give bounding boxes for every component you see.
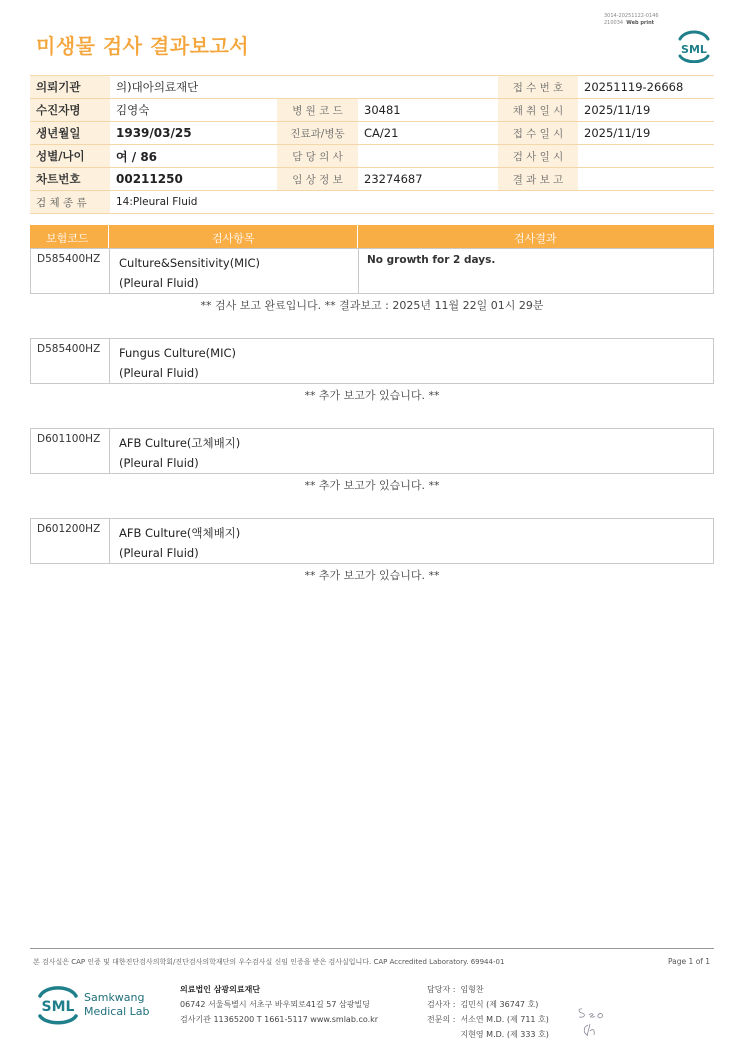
footer-logo-mark: SML xyxy=(41,999,75,1015)
sml-logo-icon xyxy=(675,27,713,63)
doc-id-line1: 3014-20251122-0146 xyxy=(604,13,659,19)
test-item-specimen: (Pleural Fluid) xyxy=(119,366,199,380)
test-item-specimen: (Pleural Fluid) xyxy=(119,546,199,560)
test-item-specimen: (Pleural Fluid) xyxy=(119,456,199,470)
document-id xyxy=(604,13,659,27)
specimen-label: 검 체 종 류 xyxy=(30,191,110,214)
hospital-code-label: 병 원 코 드 xyxy=(277,99,358,122)
organization-address: 06742 서울특별시 서초구 바우뫼로41길 57 삼광빌딩 xyxy=(180,1000,370,1009)
column-divider xyxy=(109,519,110,563)
organization-name: 의료법인 삼광의료재단 xyxy=(180,985,261,994)
test-item xyxy=(119,523,240,563)
doc-id-line2: 210034 xyxy=(604,20,624,26)
chart-no-value: 00211250 xyxy=(110,168,277,191)
column-divider xyxy=(357,225,358,248)
receipt-no-label: 접 수 번 호 xyxy=(498,76,578,99)
certification-text: 본 검사실은 CAP 인증 및 대한진단검사의학회/진단검사의학재단의 우수검사실 신임 인증을 받은 검사실입니다. CAP Accredited Laboratory. 69944-01 xyxy=(33,958,505,966)
doctor-label: 담 당 의 사 xyxy=(277,145,358,168)
department-label: 진료과/병동 xyxy=(277,122,358,145)
test-item-specimen: (Pleural Fluid) xyxy=(119,276,199,290)
birth-date-value: 1939/03/25 xyxy=(110,122,277,145)
test-date-label: 검 사 일 시 xyxy=(498,145,578,168)
result-block xyxy=(30,518,714,564)
item-column-header: 검사항목 xyxy=(212,232,255,245)
clinical-info-label: 임 상 정 보 xyxy=(277,168,358,191)
footer-logo-name-1: Samkwang xyxy=(84,991,145,1004)
department-value: CA/21 xyxy=(358,122,498,145)
specialist-name-2: 지현영 M.D. (제 333 호) xyxy=(460,1030,549,1039)
report-label: 결 과 보 고 xyxy=(498,168,578,191)
report-status-note: ** 추가 보고가 있습니다. ** xyxy=(304,479,440,492)
report-status-note: ** 추가 보고가 있습니다. ** xyxy=(304,389,440,402)
info-row xyxy=(30,191,714,214)
info-row xyxy=(30,145,714,168)
test-result: No growth for 2 days. xyxy=(367,254,496,266)
top-logo-text: SML xyxy=(681,43,707,56)
signature-mark xyxy=(580,1022,602,1038)
result-column-header: 검사결과 xyxy=(514,232,557,245)
patient-info-table xyxy=(30,75,714,214)
organization-info xyxy=(180,982,378,1027)
test-item xyxy=(119,343,236,383)
code-column-header: 보험코드 xyxy=(46,232,89,245)
result-block xyxy=(30,428,714,474)
footer-divider xyxy=(30,948,714,949)
test-item-name: AFB Culture(고체배지) xyxy=(119,436,241,450)
footer-logo-name-2: Medical Lab xyxy=(84,1005,150,1018)
column-divider xyxy=(108,225,109,248)
staff-list xyxy=(427,982,549,1042)
birth-date-label: 생년월일 xyxy=(30,122,110,145)
tester-label: 검사자 : xyxy=(427,1000,456,1009)
report-value xyxy=(578,168,714,191)
receipt-no-value: 20251119-26668 xyxy=(578,76,714,99)
sex-age-value: 여 / 86 xyxy=(110,145,277,168)
column-divider xyxy=(109,249,110,293)
column-divider xyxy=(109,339,110,383)
info-row xyxy=(30,76,714,99)
test-item xyxy=(119,253,260,293)
result-block xyxy=(30,338,714,384)
specialist-name-1: 서소연 M.D. (제 711 호) xyxy=(460,1015,549,1024)
patient-name-label: 수진자명 xyxy=(30,99,110,122)
specimen-value: 14:Pleural Fluid xyxy=(110,191,714,214)
insurance-code: D601100HZ xyxy=(37,433,101,445)
manager-label: 담당자 : xyxy=(427,985,456,994)
column-divider xyxy=(109,429,110,473)
patient-name-value: 김영숙 xyxy=(110,99,277,122)
info-row xyxy=(30,168,714,191)
info-row xyxy=(30,122,714,145)
result-block xyxy=(30,248,714,294)
received-date-label: 접 수 일 시 xyxy=(498,122,578,145)
chart-no-label: 차트번호 xyxy=(30,168,110,191)
insurance-code: D585400HZ xyxy=(37,253,101,265)
tester-name: 김민식 (제 36747 호) xyxy=(460,1000,539,1009)
report-status-note: ** 추가 보고가 있습니다. ** xyxy=(304,569,440,582)
collection-date-label: 채 취 일 시 xyxy=(498,99,578,122)
specialist-label: 전문의 : xyxy=(427,1015,456,1024)
results-header xyxy=(30,225,714,248)
requesting-org-label: 의뢰기관 xyxy=(30,76,110,99)
insurance-code: D601200HZ xyxy=(37,523,101,535)
received-date-value: 2025/11/19 xyxy=(578,122,714,145)
test-item-name: AFB Culture(액체배지) xyxy=(119,526,241,540)
sex-age-label: 성별/나이 xyxy=(30,145,110,168)
samkwang-logo-icon xyxy=(36,982,156,1026)
doctor-value xyxy=(358,145,498,168)
collection-date-value: 2025/11/19 xyxy=(578,99,714,122)
test-item xyxy=(119,433,240,473)
column-divider xyxy=(358,249,359,293)
insurance-code: D585400HZ xyxy=(37,343,101,355)
organization-contact: 검사기관 11365200 T 1661-5117 www.smlab.co.kr xyxy=(180,1015,379,1024)
clinical-info-value: 23274687 xyxy=(358,168,498,191)
signature-mark xyxy=(576,1006,608,1020)
info-row xyxy=(30,99,714,122)
manager-name: 임형찬 xyxy=(460,985,484,994)
web-print-label: Web print xyxy=(626,20,655,26)
hospital-code-value: 30481 xyxy=(358,99,498,122)
requesting-org-value: 의)대아의료재단 xyxy=(110,76,498,99)
report-title: 미생물 검사 결과보고서 xyxy=(36,34,250,58)
test-date-value xyxy=(578,145,714,168)
page-number: Page 1 of 1 xyxy=(668,957,711,966)
test-item-name: Fungus Culture(MIC) xyxy=(119,346,236,360)
report-status-note: ** 검사 보고 완료입니다. ** 결과보고 : 2025년 11월 22일 01시 29분 xyxy=(200,299,544,312)
test-item-name: Culture&Sensitivity(MIC) xyxy=(119,256,261,270)
